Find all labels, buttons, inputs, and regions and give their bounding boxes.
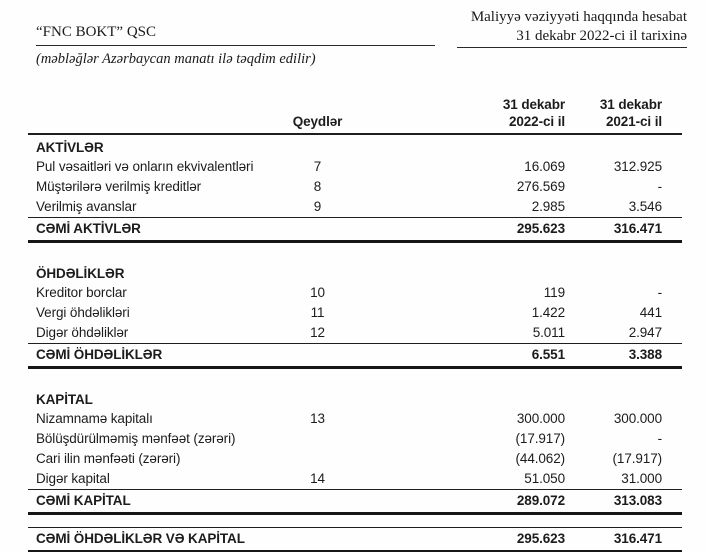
section-total-label: CƏMİ ÖHDƏLİKLƏR — [36, 347, 163, 362]
row-label: Pul vəsaitləri və onların ekvivalentləri — [36, 159, 254, 174]
table-row — [28, 197, 682, 217]
grand-total-value-2021: 316.471 — [613, 531, 662, 546]
row-value-2021: - — [657, 285, 662, 300]
row-value-2021: 312.925 — [613, 159, 662, 174]
row-label: Nizamnamə kapitalı — [36, 411, 153, 426]
section-total-value-2021: 316.471 — [613, 221, 662, 236]
row-value-2022: 300.000 — [516, 411, 565, 426]
row-note-ref: 14 — [310, 471, 325, 486]
section-total-value-2021: 3.388 — [628, 347, 662, 362]
row-value-2022: 1.422 — [531, 305, 565, 320]
table-row — [28, 283, 682, 303]
section-header: KAPİTAL — [36, 392, 93, 407]
section-total-label: CƏMİ AKTİVLƏR — [36, 221, 141, 236]
row-label: Digər öhdəliklər — [36, 325, 129, 340]
section-total-row — [28, 343, 682, 369]
section-gap — [28, 243, 682, 261]
table-row — [28, 177, 682, 197]
section-total-label: CƏMİ KAPİTAL — [36, 493, 131, 508]
section-total-value-2022: 6.551 — [531, 347, 565, 362]
section-total-note — [290, 490, 345, 512]
row-value-2021: 31.000 — [621, 471, 662, 486]
column-header-2021-line2: 2021-ci il — [605, 114, 662, 129]
row-label: Müştərilərə verilmiş kreditlər — [36, 179, 202, 194]
column-header-2021 — [565, 96, 682, 130]
row-label: Kreditor borclar — [36, 285, 127, 300]
table-body — [28, 135, 682, 515]
row-note-ref — [290, 449, 345, 469]
table-row — [28, 323, 682, 343]
row-value-2022: 2.985 — [531, 199, 565, 214]
report-title-line1: Maliyyə vəziyyəti haqqında hesabat — [470, 9, 687, 25]
row-value-2021: - — [657, 431, 662, 446]
section-total-note — [290, 218, 345, 240]
section-total-value-2021: 313.083 — [613, 493, 662, 508]
row-note-ref: 13 — [310, 411, 325, 426]
row-value-2021: 3.546 — [628, 199, 662, 214]
row-value-2022: 51.050 — [524, 471, 565, 486]
section-total-row — [28, 217, 682, 243]
row-note-ref: 9 — [313, 199, 322, 214]
row-value-2021: (17.917) — [612, 451, 662, 466]
company-name: “FNC BOKT” QSC — [36, 24, 157, 40]
section-header: AKTİVLƏR — [36, 140, 104, 155]
grand-total-label: CƏMİ ÖHDƏLİKLƏR VƏ KAPİTAL — [36, 531, 245, 546]
row-value-2021: 2.947 — [628, 325, 662, 340]
row-value-2021: - — [657, 179, 662, 194]
grand-total-row — [28, 527, 682, 552]
row-label: Vergi öhdəlikləri — [36, 305, 130, 320]
section-total-value-2022: 289.072 — [516, 493, 565, 508]
row-value-2022: 276.569 — [516, 179, 565, 194]
company-underline — [36, 45, 435, 46]
row-value-2022: 119 — [543, 285, 565, 300]
report-title-line2: 31 dekabr 2022-ci il tarixinə — [457, 27, 687, 48]
table-header-row — [28, 96, 682, 135]
section-header: ÖHDƏLİKLƏR — [36, 266, 125, 281]
row-label: Digər kapital — [36, 471, 110, 486]
report-title — [387, 8, 687, 48]
row-value-2021: 300.000 — [613, 411, 662, 426]
column-header-notes: Qeydlər — [292, 114, 343, 129]
column-header-2022-line2: 2022-ci il — [508, 114, 565, 129]
row-note-ref: 11 — [310, 305, 325, 320]
row-note-ref: 10 — [310, 285, 325, 300]
table-row — [28, 409, 682, 429]
column-header-2022 — [345, 96, 565, 130]
table-row — [28, 469, 682, 489]
currency-note: (məbləğlər Azərbaycan manatı ilə təqdim edilir) — [36, 51, 316, 67]
row-value-2022: (44.062) — [515, 451, 565, 466]
row-label: Cari ilin mənfəəti (zərəri) — [36, 451, 181, 466]
table-row — [28, 303, 682, 323]
column-header-2022-line1: 31 dekabr — [502, 97, 565, 112]
row-note-ref: 12 — [310, 325, 325, 340]
section-total-value-2022: 295.623 — [516, 221, 565, 236]
row-value-2022: (17.917) — [515, 431, 565, 446]
section-gap — [28, 369, 682, 387]
grand-total-value-2022: 295.623 — [516, 531, 565, 546]
row-note-ref — [290, 429, 345, 449]
row-value-2022: 5.011 — [532, 325, 565, 340]
balance-sheet-table — [28, 96, 682, 552]
table-row — [28, 449, 682, 469]
row-label: Verilmiş avanslar — [36, 199, 137, 214]
table-row — [28, 157, 682, 177]
row-value-2021: 441 — [639, 305, 662, 320]
row-value-2022: 16.069 — [524, 159, 565, 174]
section-total-row — [28, 489, 682, 515]
row-note-ref: 7 — [313, 159, 322, 174]
row-label: Bölüşdürülməmiş mənfəət (zərəri) — [36, 431, 236, 446]
column-header-2021-line1: 31 dekabr — [599, 97, 662, 112]
row-note-ref: 8 — [313, 179, 322, 194]
table-row — [28, 429, 682, 449]
section-total-note — [290, 344, 345, 366]
grand-total-note — [290, 528, 345, 550]
